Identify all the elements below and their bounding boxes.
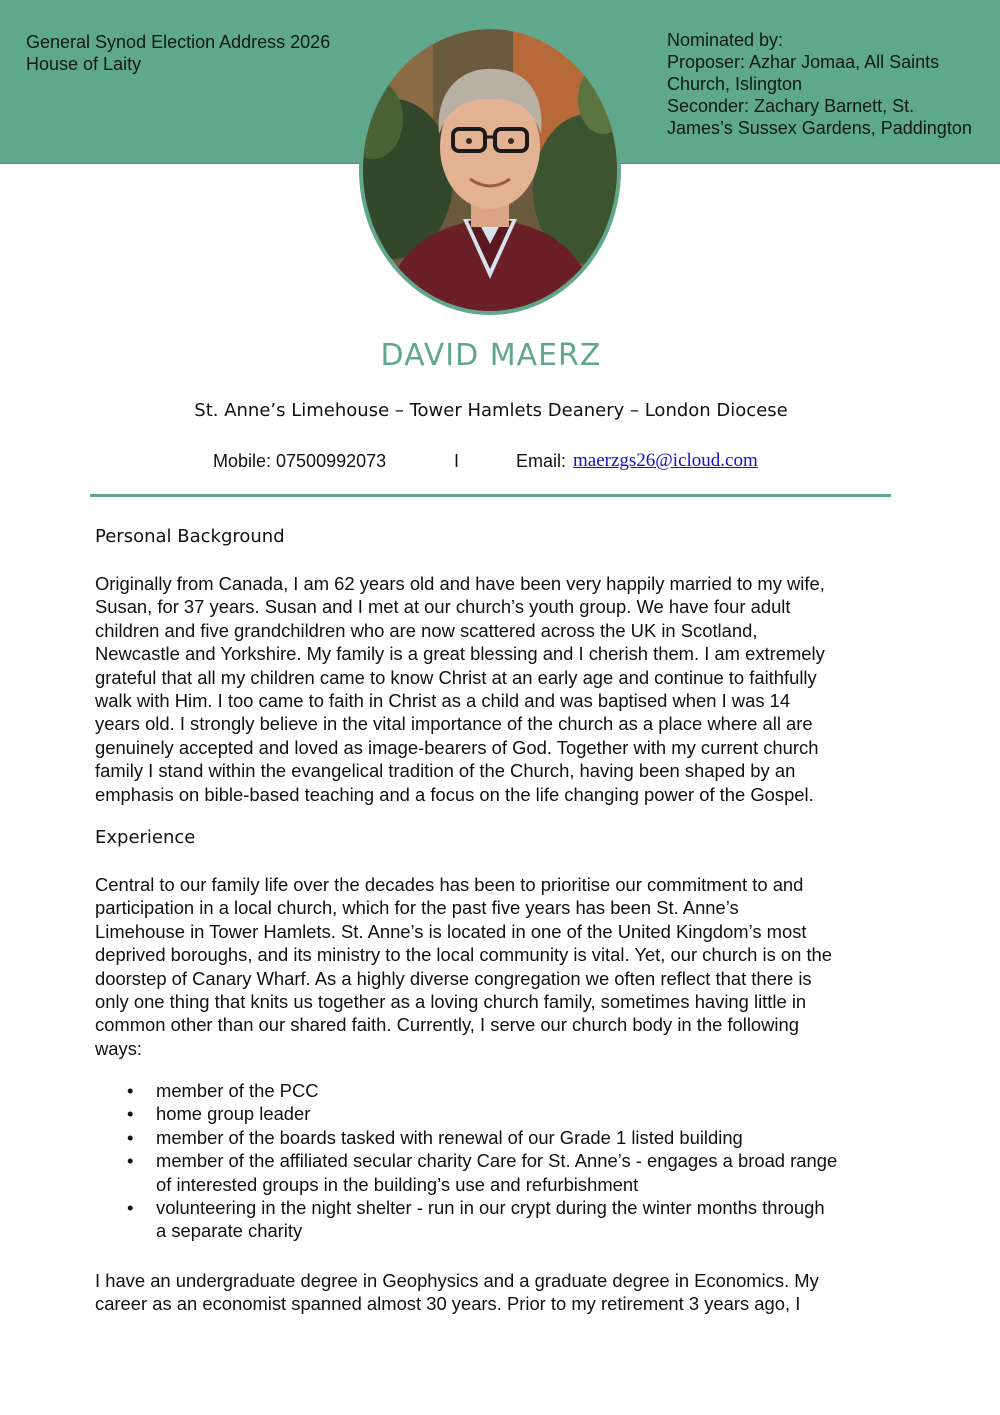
seconder-line: James’s Sussex Gardens, Paddington: [667, 118, 972, 138]
list-item-text: home group leader: [156, 1103, 311, 1125]
nominated-by-label: Nominated by:: [667, 30, 784, 50]
seconder-line: Seconder: Zachary Barnett, St.: [667, 96, 915, 116]
bullet-icon: •: [127, 1150, 134, 1172]
paragraph-line: deprived boroughs, and its ministry to the local community is vital. Yet, our church is on the: [95, 944, 833, 966]
proposer-line: Church, Islington: [667, 74, 803, 94]
list-item: [95, 1196, 910, 1243]
career-paragraph: [95, 1269, 910, 1316]
paragraph-line: Susan, for 37 years. Susan and I met at our church’s youth group. We have four adult: [95, 596, 791, 618]
parish-deanery-diocese: St. Anne’s Limehouse – Tower Hamlets Deanery – London Diocese: [194, 400, 788, 421]
paragraph-line: career as an economist spanned almost 30 years. Prior to my retirement 3 years ago, I: [95, 1293, 801, 1315]
candidate-portrait: [359, 25, 621, 315]
election-title-line: General Synod Election Address 2026: [26, 32, 331, 52]
house-of-laity-label: House of Laity: [26, 54, 142, 74]
experience-heading: Experience: [95, 827, 196, 848]
email-label: Email:: [516, 451, 567, 471]
list-item: [95, 1126, 910, 1149]
paragraph-line: Limehouse in Tower Hamlets. St. Anne’s is located in one of the United Kingdom’s most: [95, 920, 807, 942]
list-item-text: member of the boards tasked with renewal of our Grade 1 listed building: [156, 1126, 743, 1148]
bullet-icon: •: [127, 1197, 134, 1219]
experience-paragraph: [95, 873, 910, 1060]
paragraph-line: I have an undergraduate degree in Geophysics and a graduate degree in Economics. My: [95, 1270, 819, 1291]
list-item-text: of interested groups in the building’s use and refurbishment: [156, 1173, 639, 1195]
paragraph-line: years old. I strongly believe in the vital importance of the church as a place where all are: [95, 713, 813, 735]
list-item-text: member of the PCC: [156, 1080, 319, 1101]
paragraph-line: only one thing that knits us together as a loving church family, sometimes having little in: [95, 991, 807, 1013]
paragraph-line: common other than our shared faith. Currently, I serve our church body in the following: [95, 1014, 799, 1036]
paragraph-line: doorstep of Canary Wharf. As a highly diverse congregation we often reflect that there is: [95, 967, 812, 989]
list-item: [95, 1102, 910, 1125]
church-roles-list: [95, 1079, 910, 1243]
paragraph-line: emphasis on bible-based teaching and a focus on the life changing power of the Gospel.: [95, 783, 814, 805]
mobile-number: Mobile: 07500992073: [213, 451, 387, 471]
personal-background-heading: Personal Background: [95, 526, 285, 547]
email-link[interactable]: maerzgs26@icloud.com: [573, 450, 758, 471]
paragraph-line: Originally from Canada, I am 62 years old and have been very happily married to my wife,: [95, 573, 825, 594]
list-item: [95, 1149, 910, 1196]
paragraph-line: Central to our family life over the decades has been to prioritise our commitment to and: [95, 874, 804, 895]
list-item-text: a separate charity: [156, 1220, 303, 1242]
paragraph-line: genuinely accepted and loved as image-bearers of God. Together with my current church: [95, 736, 819, 758]
portrait-photo: [363, 29, 617, 311]
bullet-icon: •: [127, 1080, 134, 1101]
nomination-block: [667, 29, 987, 139]
paragraph-line: participation in a local church, which for the past five years has been St. Anne’s: [95, 897, 739, 919]
candidate-name: DAVID MAERZ: [380, 338, 602, 373]
list-item: [95, 1079, 910, 1102]
paragraph-line: walk with Him. I too came to faith in Christ as a child and was baptised when I was 14: [95, 690, 791, 712]
contact-separator: I: [454, 451, 460, 471]
divider-rule: [90, 494, 891, 497]
paragraph-line: Newcastle and Yorkshire. My family is a great blessing and I cherish them. I am extremely: [95, 643, 825, 665]
bullet-icon: •: [127, 1126, 134, 1148]
paragraph-line: children and five grandchildren who are now scattered across the UK in Scotland,: [95, 619, 758, 641]
list-item-text: volunteering in the night shelter - run in our crypt during the winter months through: [156, 1197, 825, 1219]
paragraph-line: ways:: [95, 1037, 143, 1059]
proposer-line: Proposer: Azhar Jomaa, All Saints: [667, 52, 940, 72]
election-title: [26, 31, 330, 75]
paragraph-line: family I stand within the evangelical tradition of the Church, having been shaped by an: [95, 760, 796, 782]
list-item-text: member of the affiliated secular charity Care for St. Anne’s - engages a broad range: [156, 1150, 838, 1172]
paragraph-line: grateful that all my children came to know Christ at an early age and continue to faithfully: [95, 666, 817, 688]
bullet-icon: •: [127, 1103, 134, 1125]
personal-background-paragraph: [95, 572, 910, 806]
